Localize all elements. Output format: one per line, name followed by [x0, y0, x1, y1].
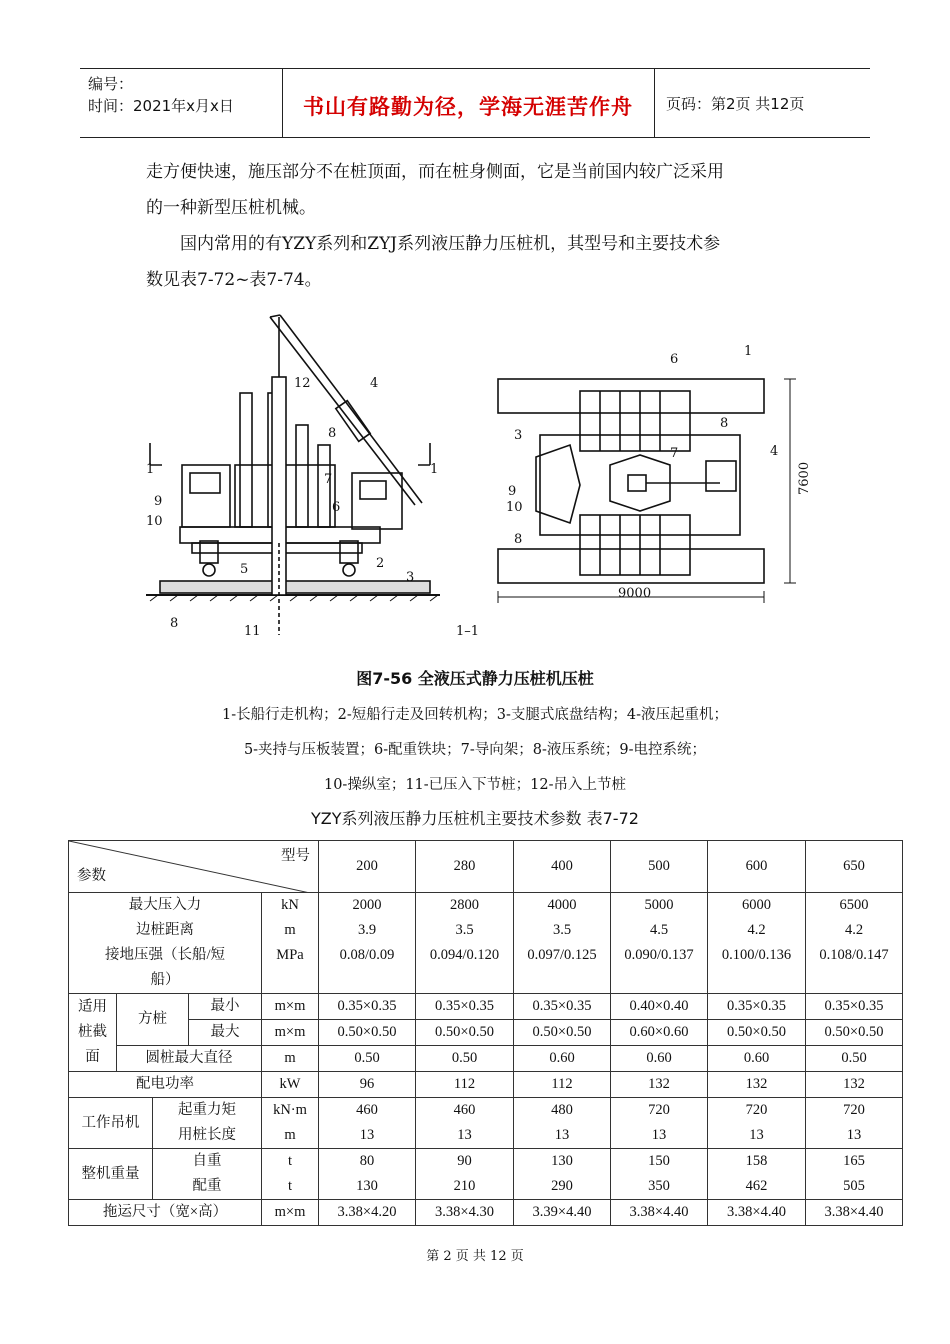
value-cell: 0.60 [514, 1046, 611, 1072]
unit-label: t t [262, 1149, 319, 1200]
param-header: 参数 [77, 868, 106, 884]
page-header [80, 68, 870, 138]
round-pile-label: 圆桩最大直径 [117, 1046, 262, 1072]
model-cell: 650 [806, 841, 903, 893]
plan-view-drawing [498, 379, 796, 603]
value-cell: 3.38×4.40 [611, 1200, 708, 1226]
unit-label: kN·m m [262, 1098, 319, 1149]
section-label: 1–1 [456, 624, 480, 639]
figure-label: 1 [146, 462, 155, 477]
unit-label: m×m [262, 994, 319, 1020]
weight-label: 整机重量 [69, 1149, 153, 1200]
figure-label: 8 [170, 616, 179, 631]
value-cell: 460 13 [416, 1098, 514, 1149]
max-label: 最大 [189, 1020, 262, 1046]
value-cell: 0.60 [708, 1046, 806, 1072]
param-label: 最大压入力 [128, 897, 202, 913]
value-cell: 720 13 [806, 1098, 903, 1149]
param-label: 船） [150, 972, 180, 988]
param-label: 接地压强（长船/短 [104, 947, 226, 963]
figure-label: 8 [328, 426, 337, 441]
unit-label: MPa [276, 947, 304, 963]
header-divider [654, 69, 655, 137]
figure-label: 4 [370, 376, 379, 391]
value-cell: 0.60×0.60 [611, 1020, 708, 1046]
paragraph-line: 国内常用的有YZY系列和ZYJ系列液压静力压桩机，其型号和主要技术参 [180, 234, 721, 254]
paragraph-line: 走方便快速，施压部分不在桩顶面，而在桩身侧面，它是当前国内较广泛采用 [146, 162, 724, 182]
value-cell: 3.39×4.40 [514, 1200, 611, 1226]
value-cell: 3.38×4.20 [319, 1200, 416, 1226]
value-cell: 0.35×0.35 [514, 994, 611, 1020]
side-elevation-drawing [146, 315, 440, 635]
value-cell: 0.50×0.50 [416, 1020, 514, 1046]
paragraph-line: 的一种新型压桩机械。 [146, 198, 316, 218]
unit-label: kN [281, 897, 299, 913]
table-row [69, 1149, 903, 1200]
table-row [69, 1046, 903, 1072]
table-row [69, 994, 903, 1020]
table-row [69, 893, 903, 994]
figure-legend: 5-夹持与压板装置；6-配重铁块；7-导向架；8-液压系统；9-电控系统； [243, 742, 707, 758]
model-cell: 400 [514, 841, 611, 893]
crane-label: 工作吊机 [69, 1098, 153, 1149]
crane-sub-labels: 起重力矩 用桩长度 [153, 1098, 262, 1149]
general-param-labels [69, 893, 262, 994]
header-meta [88, 73, 234, 117]
doc-number-label: 编号： [88, 75, 134, 93]
weight-sub-labels: 自重 配重 [153, 1149, 262, 1200]
figure-label: 9 [154, 494, 163, 509]
value-cell: 0.50 [319, 1046, 416, 1072]
doc-date-label: 时间：2021年x月x日 [88, 97, 234, 115]
value-cell: 720 13 [611, 1098, 708, 1149]
value-cell: 96 [319, 1072, 416, 1098]
figure-label: 3 [514, 428, 523, 443]
value-cell: 0.50×0.50 [319, 1020, 416, 1046]
figure-label: 4 [770, 444, 779, 459]
value-cell: 3.38×4.40 [708, 1200, 806, 1226]
value-cell: 132 [611, 1072, 708, 1098]
figure-label: 2 [376, 556, 385, 571]
unit-label: m [284, 922, 296, 938]
figure-label: 5 [240, 562, 249, 577]
value-cell: 158 462 [708, 1149, 806, 1200]
figure-label: 3 [406, 570, 415, 585]
figure-label: 10 [506, 500, 523, 515]
value-cell: 6000 4.2 0.100/0.136 [708, 893, 806, 994]
value-cell: 0.50 [806, 1046, 903, 1072]
dimension-height: 7600 [797, 461, 812, 495]
transport-label: 拖运尺寸（宽×高） [69, 1200, 262, 1226]
model-cell: 600 [708, 841, 806, 893]
figure-label: 11 [244, 624, 261, 639]
value-cell: 3.38×4.30 [416, 1200, 514, 1226]
value-cell: 480 13 [514, 1098, 611, 1149]
figure-label: 7 [670, 446, 679, 461]
value-cell: 0.40×0.40 [611, 994, 708, 1020]
header-page-info: 页码：第2页 共12页 [666, 95, 805, 113]
unit-label: kW [262, 1072, 319, 1098]
value-cell: 4000 3.5 0.097/0.125 [514, 893, 611, 994]
value-cell: 5000 4.5 0.090/0.137 [611, 893, 708, 994]
figure-label: 1 [430, 462, 439, 477]
value-cell: 130 290 [514, 1149, 611, 1200]
param-label: 边桩距离 [136, 922, 194, 938]
model-cell: 280 [416, 841, 514, 893]
figure-label: 9 [508, 484, 517, 499]
figure-label: 6 [332, 500, 341, 515]
spec-table [68, 840, 903, 1226]
power-label: 配电功率 [69, 1072, 262, 1098]
model-cell: 200 [319, 841, 416, 893]
value-cell: 165 505 [806, 1149, 903, 1200]
value-cell: 90 210 [416, 1149, 514, 1200]
value-cell: 0.35×0.35 [319, 994, 416, 1020]
value-cell: 0.35×0.35 [708, 994, 806, 1020]
unit-label: m×m [262, 1020, 319, 1046]
value-cell: 0.50 [416, 1046, 514, 1072]
unit-label: m [262, 1046, 319, 1072]
paragraph-2 [146, 226, 810, 298]
value-cell: 0.60 [611, 1046, 708, 1072]
value-cell: 0.35×0.35 [416, 994, 514, 1020]
value-cell: 80 130 [319, 1149, 416, 1200]
figure-title: 图7-56 全液压式静力压桩机压桩 [356, 669, 594, 688]
table-row [69, 1200, 903, 1226]
model-cell: 500 [611, 841, 708, 893]
value-cell: 720 13 [708, 1098, 806, 1149]
pile-driver-drawing [140, 305, 820, 650]
value-cell: 112 [514, 1072, 611, 1098]
figure-label: 8 [514, 532, 523, 547]
figure-label: 12 [294, 376, 311, 391]
paragraph-1 [146, 154, 810, 226]
page-footer: 第 2 页 共 12 页 [426, 1249, 524, 1264]
value-cell: 2800 3.5 0.094/0.120 [416, 893, 514, 994]
value-cell: 3.38×4.40 [806, 1200, 903, 1226]
square-pile-label: 方桩 [117, 994, 189, 1046]
paragraph-line: 数见表7-72~表7-74。 [146, 270, 322, 290]
value-cell: 0.50×0.50 [708, 1020, 806, 1046]
value-cell: 112 [416, 1072, 514, 1098]
pile-driver-figure [140, 305, 820, 650]
table-row [69, 841, 903, 893]
value-cell: 460 13 [319, 1098, 416, 1149]
table-title: YZY系列液压静力压桩机主要技术参数 表7-72 [311, 809, 639, 828]
min-label: 最小 [189, 994, 262, 1020]
value-cell: 0.50×0.50 [514, 1020, 611, 1046]
table-row [69, 1020, 903, 1046]
figure-label: 1 [744, 344, 753, 359]
table-row [69, 1072, 903, 1098]
value-cell: 0.35×0.35 [806, 994, 903, 1020]
figure-legend: 1-长船行走机构；2-短船行走及回转机构；3-支腿式底盘结构；4-液压起重机； [222, 707, 728, 723]
figure-label: 8 [720, 416, 729, 431]
value-cell: 132 [708, 1072, 806, 1098]
value-cell: 0.50×0.50 [806, 1020, 903, 1046]
pile-section-label: 适用 桩截 面 [69, 994, 117, 1072]
header-motto: 书山有路勤为径，学海无涯苦作舟 [303, 95, 633, 119]
value-cell: 6500 4.2 0.108/0.147 [806, 893, 903, 994]
figure-label: 10 [146, 514, 163, 529]
figure-legend: 10-操纵室；11-已压入下节桩；12-吊入上节桩 [323, 777, 627, 793]
table-row [69, 1098, 903, 1149]
figure-label: 7 [324, 472, 333, 487]
model-header: 型号 [281, 848, 310, 864]
value-cell: 150 350 [611, 1149, 708, 1200]
plan-view-labels [506, 344, 812, 601]
general-param-units [262, 893, 319, 994]
value-cell: 132 [806, 1072, 903, 1098]
table-header-corner [69, 841, 319, 893]
unit-label: m×m [262, 1200, 319, 1226]
figure-label: 6 [670, 352, 679, 367]
value-cell: 2000 3.9 0.08/0.09 [319, 893, 416, 994]
dimension-width: 9000 [618, 586, 652, 601]
